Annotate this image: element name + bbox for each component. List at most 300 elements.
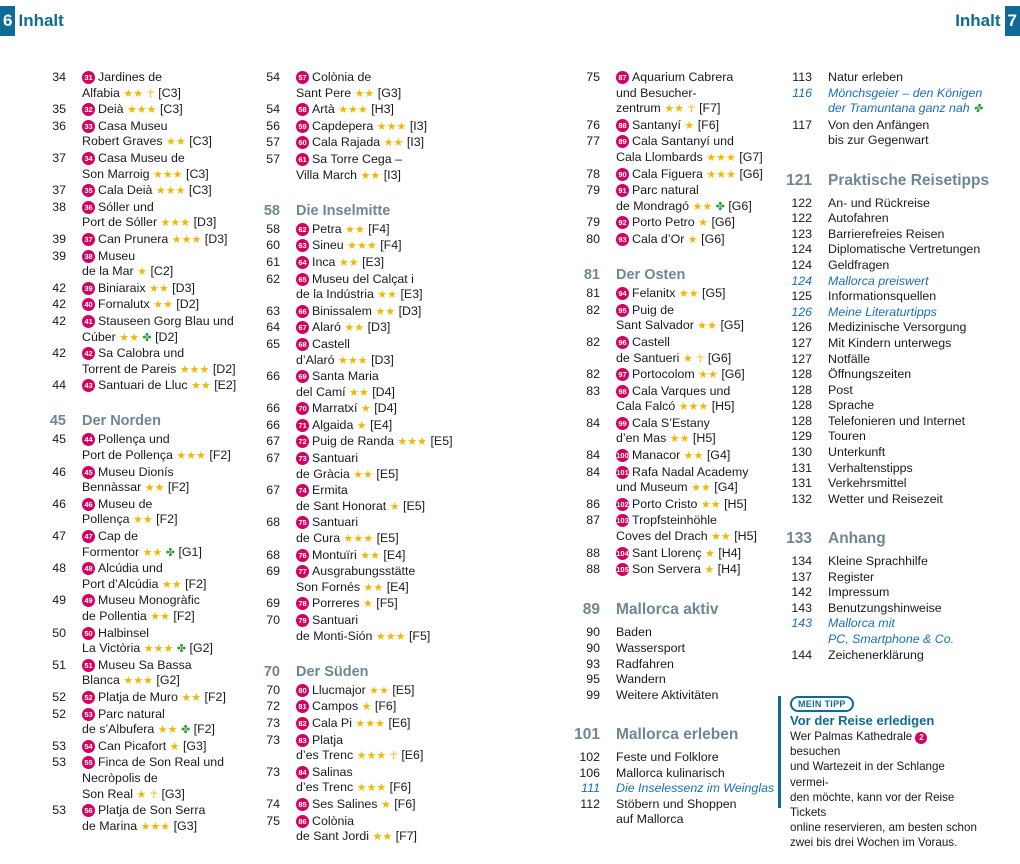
section-heading: [772, 171, 989, 190]
entry-text: [280, 748, 423, 765]
map-grid-ref: [G6]: [739, 166, 763, 181]
page-header-right: [951, 6, 1020, 36]
entry-label: Santa Maria: [312, 369, 379, 384]
entry-text: [812, 227, 944, 243]
toc-entry: [772, 258, 989, 274]
entry-page-number: [26, 641, 66, 658]
entry-label: Geldfragen: [828, 257, 890, 272]
entry-text: [66, 480, 189, 497]
entry-label: Cala d’Or: [632, 231, 685, 246]
entry-page-number: [560, 431, 600, 448]
entry-text: [66, 722, 215, 739]
entry-page-number: [26, 134, 66, 151]
entry-label: de s’Albufera: [82, 722, 155, 737]
toc-entry: [240, 135, 453, 152]
map-grid-ref: [H5]: [724, 496, 747, 511]
entry-text: [66, 264, 173, 281]
entry-text: [600, 750, 719, 766]
map-grid-ref: [E3]: [362, 254, 385, 269]
entry-label: Alfabia: [82, 85, 120, 100]
section-page-number: 133: [786, 530, 812, 548]
entry-page-number: 102: [579, 749, 600, 764]
entry-page-number: 65: [266, 336, 280, 351]
sight-number-badge: 78: [296, 597, 309, 610]
entry-label: de Pollentia: [82, 609, 147, 623]
entry-page-number: [26, 330, 66, 347]
entry-page-number: 67: [266, 483, 280, 498]
map-grid-ref: [G6]: [701, 231, 725, 246]
entry-text: [812, 118, 929, 134]
toc-entry: [26, 362, 236, 379]
entry-label: Cala Figuera: [632, 166, 703, 181]
star-rating-icon: ★★: [711, 531, 731, 544]
sight-number-badge: 65: [296, 273, 309, 286]
toc-entry: [772, 336, 989, 352]
star-rating-icon: ★: [380, 798, 391, 811]
entry-label: Museu Monogràfic: [98, 593, 200, 608]
entry-text: [600, 232, 725, 249]
entry-label: Zeichenerklärung: [828, 647, 924, 662]
toc-entry: [240, 369, 453, 385]
entry-page-number: 113: [792, 70, 812, 84]
toc-entry: [772, 414, 989, 430]
entry-page-number: 53: [52, 738, 66, 753]
sight-number-badge: 57: [296, 71, 309, 84]
entry-text: [280, 238, 402, 255]
star-rating-icon: ★★: [377, 289, 398, 302]
entry-text: [280, 401, 397, 418]
entry-text: [600, 101, 720, 118]
entry-label: Feste und Folklore: [616, 749, 719, 764]
entry-text: [812, 86, 982, 102]
entry-page-number: 42: [52, 313, 66, 328]
star-rating-icon: ★★: [353, 468, 373, 481]
entry-text: [280, 353, 394, 370]
entry-text: [66, 281, 195, 298]
entry-page-number: [240, 385, 280, 402]
entry-text: [600, 562, 740, 579]
toc-entry: [772, 632, 989, 648]
toc-entry: [26, 215, 236, 232]
sight-number-badge: 55: [82, 756, 95, 769]
entry-label: Museu de: [98, 496, 153, 511]
sight-number-badge: 90: [616, 168, 629, 181]
entry-text: [66, 346, 184, 362]
entry-text: [66, 119, 168, 135]
map-grid-ref: [F2]: [185, 576, 207, 591]
entry-text: [280, 629, 430, 646]
toc-entry: [26, 297, 236, 314]
entry-label: Santuari: [312, 515, 359, 530]
entry-label: de la Mar: [82, 264, 134, 279]
map-grid-ref: [C2]: [150, 264, 174, 279]
entry-label: Algaida: [312, 417, 354, 432]
star-rating-icon: ★: [356, 419, 367, 432]
star-rating-icon: ★: [704, 564, 715, 577]
toc-entry: [26, 151, 236, 167]
toc-entry: [26, 787, 236, 804]
toc-entry: [240, 531, 453, 548]
entry-page-number: [240, 531, 280, 548]
entry-page-number: [26, 512, 66, 529]
entry-page-number: 84: [586, 464, 600, 479]
entry-label: Baden: [616, 625, 652, 640]
entry-label: Stauseen Gorg Blau und: [98, 313, 234, 328]
map-grid-ref: [F2]: [209, 448, 231, 463]
entry-text: [812, 601, 942, 617]
sight-number-badge: 87: [616, 71, 629, 84]
toc-entry: [240, 418, 453, 435]
toc-entry: [240, 86, 453, 103]
entry-text: [812, 274, 929, 290]
sight-number-badge: 33: [82, 120, 95, 133]
star-rating-icon: ★★★: [171, 233, 202, 246]
toc-entry: [240, 748, 453, 765]
entry-label: Platja: [312, 732, 343, 747]
entry-page-number: [560, 101, 600, 118]
star-rating-icon: ★★: [144, 482, 165, 495]
entry-label: Colònia de: [312, 70, 372, 84]
toc-entry: [560, 431, 774, 448]
toc-entry: [772, 367, 989, 383]
entry-page-number: [240, 86, 280, 103]
entry-label: Casa Museu de: [98, 150, 185, 165]
toc-entry: [240, 467, 453, 484]
entry-text: [600, 150, 763, 167]
entry-page-number: 83: [586, 383, 600, 398]
star-rating-icon: ★★: [669, 433, 690, 446]
entry-text: [812, 554, 928, 570]
star-rating-icon: ★★★: [179, 363, 210, 376]
toc-entry: [772, 616, 989, 632]
toc-entry: [26, 86, 236, 103]
entry-text: [812, 196, 930, 212]
star-rating-icon: ★: [362, 598, 373, 611]
sight-number-badge: 80: [296, 684, 309, 697]
star-rating-icon: ★★: [683, 450, 704, 463]
entry-text: [66, 577, 206, 594]
entry-text: [600, 70, 733, 86]
sight-number-badge: 34: [82, 152, 95, 165]
section-page-number: 45: [49, 413, 66, 430]
toc-entry: [772, 274, 989, 290]
entry-label: d’es Trenc: [296, 748, 354, 763]
entry-text: [280, 613, 358, 629]
entry-page-number: 131: [791, 460, 812, 475]
entry-text: [66, 707, 165, 723]
entry-page-number: 68: [266, 547, 280, 562]
entry-label: Cala S’Estany: [632, 415, 710, 430]
entry-page-number: 84: [586, 415, 600, 430]
toc-entry: [240, 272, 453, 288]
section-page-number: 58: [263, 202, 280, 219]
star-rating-icon: ★★: [664, 103, 684, 116]
map-grid-ref: [F4]: [380, 238, 402, 253]
entry-page-number: [26, 215, 66, 232]
entry-page-number: [240, 748, 280, 765]
entry-page-number: 90: [586, 625, 600, 640]
sight-number-badge: 51: [82, 659, 95, 672]
entry-text: [66, 626, 149, 642]
entry-label: Son Servera: [632, 562, 701, 577]
map-grid-ref: [F6]: [374, 699, 397, 714]
entry-label: der Tramuntana ganz nah: [828, 101, 970, 116]
entry-label: Mallorca mit: [828, 616, 895, 631]
entry-label: Santuari de Lluc: [98, 378, 188, 393]
entry-page-number: 137: [791, 569, 812, 584]
entry-label: Sóller und: [98, 199, 154, 214]
entry-page-number: 46: [52, 464, 66, 479]
sight-number-badge: 61: [296, 153, 309, 166]
entry-text: [66, 529, 138, 545]
entry-page-number: 69: [266, 564, 280, 579]
entry-page-number: 66: [266, 417, 280, 432]
entry-label: An- und Rückreise: [828, 195, 930, 210]
star-rating-icon: ★★: [338, 256, 359, 269]
entry-page-number: 47: [52, 529, 66, 544]
entry-text: [280, 287, 423, 304]
map-grid-ref: [F6]: [389, 780, 412, 795]
entry-label: de Santueri: [616, 350, 680, 365]
map-grid-ref: [D4]: [374, 401, 397, 416]
toc-entry: [26, 577, 236, 594]
toc-entry: [26, 480, 236, 497]
section-title: Praktische Reisetipps: [828, 171, 990, 189]
entry-label: Sa Torre Cega –: [312, 151, 403, 166]
entry-label: Puig de: [632, 302, 675, 317]
entry-text: [66, 771, 158, 787]
toc-entry: [560, 641, 774, 657]
toc-entry: [240, 401, 453, 418]
map-grid-ref: [G2]: [156, 673, 180, 688]
section-page-number: 70: [263, 663, 280, 680]
entry-text: [812, 320, 966, 336]
entry-label: Jardines de: [98, 70, 163, 84]
entry-page-number: 90: [586, 641, 600, 655]
entry-text: [280, 797, 416, 814]
entry-text: [280, 222, 390, 239]
entry-label: Porto Cristo: [632, 496, 698, 511]
sight-number-badge: 84: [296, 766, 309, 779]
toc-entry: [26, 281, 236, 298]
map-grid-ref: [G6]: [711, 215, 735, 230]
entry-text: [812, 305, 937, 321]
star-rating-icon: ★: [169, 740, 180, 753]
section-title: Mallorca aktiv: [616, 601, 719, 619]
entry-page-number: 95: [586, 672, 600, 687]
entry-text: [66, 86, 181, 103]
entry-text: [600, 318, 744, 335]
map-grid-ref: [F2]: [193, 722, 215, 737]
sight-number-badge: 91: [616, 184, 629, 197]
toc-entry: [26, 690, 236, 707]
map-grid-ref: [F2]: [173, 609, 195, 623]
entry-text: [66, 432, 170, 448]
entry-page-number: 75: [266, 813, 280, 828]
entry-text: [600, 118, 719, 135]
entry-page-number: 67: [266, 434, 280, 449]
sight-number-badge: 68: [296, 338, 309, 351]
entry-label: Tropfsteinhöhle: [632, 513, 717, 528]
entry-text: [600, 335, 670, 351]
entry-text: [66, 448, 231, 465]
spacer: [772, 149, 989, 165]
star-rating-icon: ★: [360, 403, 371, 416]
entry-label: Cala Llombards: [616, 149, 703, 164]
entry-text: [66, 167, 209, 184]
entry-page-number: 53: [52, 803, 66, 818]
star-rating-icon: ★★: [372, 831, 393, 844]
toc-entry: [560, 625, 774, 641]
map-grid-ref: [H5]: [734, 529, 757, 544]
star-rating-icon: ★★★: [397, 436, 428, 449]
entry-page-number: 82: [586, 302, 600, 317]
entry-text: [66, 739, 206, 756]
tip-accent-bar: [778, 696, 781, 808]
toc-entry: [560, 416, 774, 432]
entry-page-number: 122: [791, 195, 812, 210]
nature-clover-icon: ✤: [973, 103, 983, 116]
toc-entry: [240, 683, 453, 700]
entry-label: Unterkunft: [828, 445, 886, 460]
entry-text: [280, 814, 354, 830]
map-grid-ref: [G7]: [739, 149, 763, 164]
entry-label: Informationsquellen: [828, 289, 937, 304]
entry-page-number: 106: [579, 765, 600, 780]
entry-label: Felanitx: [632, 286, 676, 301]
entry-text: [280, 683, 414, 700]
entry-page-number: 112: [580, 796, 600, 811]
entry-label: Von den Anfängen: [828, 117, 930, 132]
entry-label: Porto Petro: [632, 215, 695, 230]
star-rating-icon: ★: [682, 352, 693, 365]
entry-label: Diplomatische Vertretungen: [828, 242, 981, 257]
sight-number-badge: 86: [296, 815, 309, 828]
entry-page-number: 84: [586, 448, 600, 463]
entry-label: Can Picafort: [98, 738, 167, 753]
toc-entry: [240, 580, 453, 597]
entry-text: [280, 337, 350, 353]
section-heading: [560, 266, 774, 285]
entry-text: [600, 465, 748, 481]
toc-entry: [772, 211, 989, 227]
entry-page-number: 70: [266, 682, 280, 697]
entry-label: Stöbern und Shoppen: [616, 796, 737, 811]
toc-entry: [26, 819, 236, 836]
toc-entry: [772, 648, 989, 664]
star-rating-icon: ★★★: [343, 533, 374, 546]
entry-text: [600, 199, 752, 216]
entry-page-number: 36: [52, 118, 66, 133]
entry-text: [280, 765, 353, 781]
entry-label: Mit Kindern unterwegs: [828, 335, 952, 350]
entry-label: Robert Graves: [82, 134, 163, 149]
toc-entry: [560, 150, 774, 167]
entry-label: d’en Mas: [616, 431, 667, 446]
entry-label: Platja de Son Serra: [98, 803, 206, 818]
entry-label: Die Inselessenz im Weinglas: [616, 781, 775, 796]
section-heading: [560, 725, 774, 744]
entry-text: [812, 492, 943, 508]
entry-page-number: [26, 609, 66, 626]
entry-label: Cala Santanyí und: [632, 134, 734, 149]
entry-text: [600, 797, 737, 813]
toc-entry: [560, 199, 774, 216]
star-rating-icon: ★: [698, 217, 709, 230]
toc-entry: [26, 755, 236, 771]
entry-label: Halbinsel: [98, 625, 149, 640]
entry-label: Sa Calobra und: [98, 346, 185, 361]
entry-text: [66, 330, 178, 347]
entry-label: Wassersport: [616, 641, 686, 655]
entry-text: [280, 434, 453, 451]
map-grid-ref: [G3]: [173, 818, 198, 833]
star-rating-icon: ★: [137, 266, 147, 279]
entry-page-number: 51: [52, 657, 66, 672]
toc-column-2: [240, 70, 453, 846]
entry-label: Barrierefreies Reisen: [828, 226, 945, 241]
star-rating-icon: ★★★: [376, 120, 407, 133]
sight-number-badge: 95: [616, 304, 629, 317]
entry-text: [600, 766, 725, 782]
sight-number-badge: 97: [616, 368, 629, 381]
star-rating-icon: ★★: [354, 87, 375, 100]
entry-label: Cala Pi: [312, 715, 352, 730]
entry-page-number: 143: [791, 616, 812, 631]
entry-label: Notfälle: [828, 351, 871, 366]
nature-clover-icon: ✤: [142, 331, 152, 344]
map-grid-ref: [H5]: [692, 431, 716, 446]
toc-entry: [560, 797, 774, 813]
entry-text: [600, 384, 730, 400]
entry-label: Castell: [312, 336, 350, 351]
entry-text: [812, 258, 889, 274]
entry-label: Torrent de Pareis: [82, 361, 177, 376]
toc-entry: [26, 465, 236, 481]
sight-number-badge: 71: [296, 419, 309, 432]
star-rating-icon: ★★★: [140, 820, 171, 833]
entry-label: Aquarium Cabrera: [632, 70, 734, 84]
entry-page-number: 124: [791, 257, 812, 272]
toc-entry: [26, 609, 236, 626]
sight-number-badge: 75: [296, 516, 309, 529]
sight-number-badge: 81: [296, 700, 309, 713]
entry-label: Villa March: [296, 167, 358, 182]
entry-text: [66, 314, 234, 330]
toc-entry: [240, 797, 453, 814]
entry-page-number: 126: [791, 320, 812, 335]
star-rating-icon: ★: [136, 788, 147, 801]
entry-label: Mönchsgeier – den Königen: [828, 85, 983, 100]
star-rating-icon: ★★: [349, 386, 369, 399]
entry-text: [812, 445, 885, 461]
sight-number-badge: 36: [82, 201, 95, 214]
entry-text: [280, 152, 402, 168]
toc-entry: [772, 305, 989, 321]
star-rating-icon: ★★★: [152, 168, 183, 181]
entry-label: Benutzungshinweise: [828, 600, 942, 615]
entry-page-number: 61: [266, 254, 280, 269]
entry-text: [600, 688, 718, 704]
entry-text: [812, 414, 965, 430]
toc-entry: [240, 780, 453, 797]
map-grid-ref: [G6]: [728, 198, 752, 213]
entry-page-number: 68: [266, 515, 280, 530]
sight-number-badge: 47: [82, 530, 95, 543]
toc-entry: [560, 546, 774, 563]
entry-text: [280, 135, 424, 152]
entry-text: [280, 86, 401, 103]
